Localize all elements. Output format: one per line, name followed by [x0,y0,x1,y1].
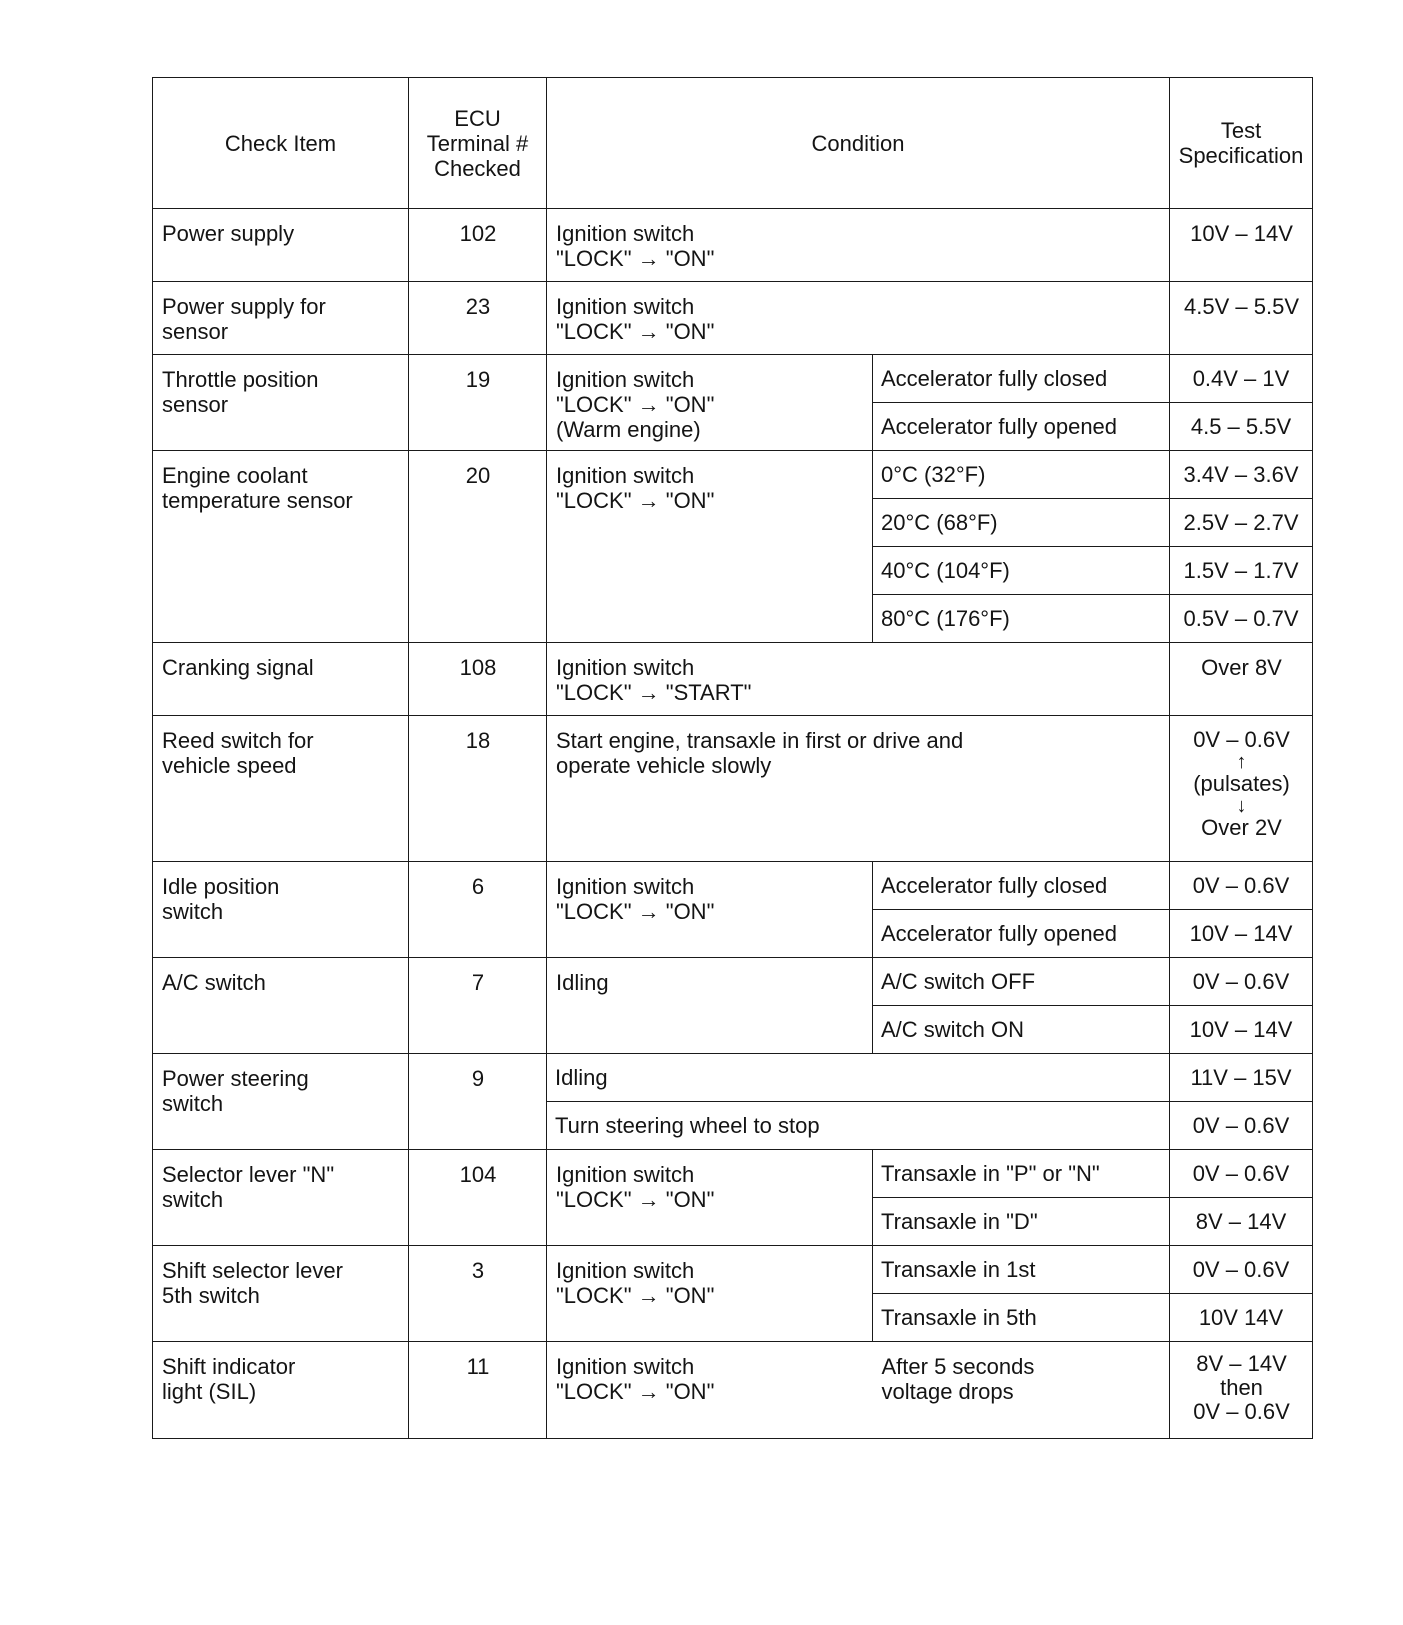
condition: Ignition switch "LOCK" → "ON" [547,1342,873,1439]
ecu-terminal: 6 [409,862,547,958]
check-item: Cranking signal [153,643,409,716]
sub-condition: Transaxle in "P" or "N" [873,1150,1170,1198]
check-item: Selector lever "N" switch [153,1150,409,1246]
sub-condition: 40°C (104°F) [873,547,1170,595]
ecu-check-table [152,77,1313,1439]
check-item: Engine coolant temperature sensor [153,451,409,643]
condition: Idling [547,958,873,1054]
table-row [153,1342,1313,1439]
check-item: Shift indicator light (SIL) [153,1342,409,1439]
test-spec: 1.5V – 1.7V [1170,547,1313,595]
ecu-terminal: 102 [409,209,547,282]
spec-pulse-label: (pulsates) [1193,771,1290,796]
condition: Ignition switch "LOCK" → "ON" [547,862,873,958]
test-spec: 10V 14V [1170,1294,1313,1342]
table-row [153,1150,1313,1198]
condition: Start engine, transaxle in first or drive and operate vehicle slowly [547,716,1170,862]
sub-condition: Accelerator fully closed [873,355,1170,403]
ecu-terminal: 23 [409,282,547,355]
test-spec: 10V – 14V [1170,910,1313,958]
table-row [153,209,1313,282]
condition: Ignition switch "LOCK" → "ON" [547,1150,873,1246]
ecu-terminal: 20 [409,451,547,643]
spec-pulse-top: 0V – 0.6V [1193,727,1290,752]
check-item: Reed switch for vehicle speed [153,716,409,862]
header-row [153,78,1313,209]
check-item: A/C switch [153,958,409,1054]
condition: Ignition switch "LOCK" → "START" [547,643,1170,716]
sub-condition: Accelerator fully closed [873,862,1170,910]
sub-condition: Transaxle in 1st [873,1246,1170,1294]
check-item: Power supply [153,209,409,282]
table-row [153,451,1313,499]
sub-condition: A/C switch ON [873,1006,1170,1054]
table-row [153,1246,1313,1294]
test-spec: 3.4V – 3.6V [1170,451,1313,499]
test-spec: 0.5V – 0.7V [1170,595,1313,643]
sub-condition: 20°C (68°F) [873,499,1170,547]
sub-condition: Accelerator fully opened [873,910,1170,958]
sub-condition: 80°C (176°F) [873,595,1170,643]
test-spec: 10V – 14V [1170,209,1313,282]
test-spec: 4.5 – 5.5V [1170,403,1313,451]
ecu-terminal: 104 [409,1150,547,1246]
table-row [153,862,1313,910]
spec-pulse-bottom: Over 2V [1201,815,1282,840]
table-row [153,958,1313,1006]
sub-condition: 0°C (32°F) [873,451,1170,499]
test-spec: 2.5V – 2.7V [1170,499,1313,547]
test-spec: 0.4V – 1V [1170,355,1313,403]
test-spec: 0V – 0.6V [1170,1102,1313,1150]
condition: Ignition switch "LOCK" → "ON" [547,282,1170,355]
header-condition: Condition [547,78,1170,209]
ecu-terminal: 108 [409,643,547,716]
check-item: Power steering switch [153,1054,409,1150]
test-spec: 0V – 0.6V [1170,1150,1313,1198]
sub-condition: After 5 seconds voltage drops [873,1342,1170,1439]
condition: Idling [547,1054,1170,1102]
table-row [153,1054,1313,1102]
test-spec: Over 8V [1170,643,1313,716]
ecu-terminal: 18 [409,716,547,862]
sub-condition: A/C switch OFF [873,958,1170,1006]
ecu-terminal: 19 [409,355,547,451]
test-spec: 8V – 14V [1170,1198,1313,1246]
header-test-spec: Test Specification [1170,78,1313,209]
test-spec: 0V – 0.6V [1170,958,1313,1006]
arrow-down-icon: ↓ [1236,795,1247,817]
sub-condition: Transaxle in 5th [873,1294,1170,1342]
table-row [153,716,1313,862]
table-row [153,643,1313,716]
sub-condition: Transaxle in "D" [873,1198,1170,1246]
test-spec: 0V – 0.6V [1170,862,1313,910]
check-item: Throttle position sensor [153,355,409,451]
test-spec: 0V – 0.6V [1170,1246,1313,1294]
sub-condition: Accelerator fully opened [873,403,1170,451]
condition: Ignition switch "LOCK" → "ON" [547,209,1170,282]
test-spec: 8V – 14V then 0V – 0.6V [1170,1342,1313,1439]
ecu-terminal: 11 [409,1342,547,1439]
condition: Turn steering wheel to stop [547,1102,1170,1150]
table-row [153,355,1313,403]
header-ecu-terminal: ECU Terminal # Checked [409,78,547,209]
condition: Ignition switch "LOCK" → "ON" [547,451,873,643]
check-item: Power supply for sensor [153,282,409,355]
test-spec: 4.5V – 5.5V [1170,282,1313,355]
header-check-item: Check Item [153,78,409,209]
arrow-up-icon: ↑ [1236,751,1247,773]
test-spec: 11V – 15V [1170,1054,1313,1102]
ecu-terminal: 3 [409,1246,547,1342]
condition: Ignition switch "LOCK" → "ON" [547,1246,873,1342]
test-spec: 10V – 14V [1170,1006,1313,1054]
condition: Ignition switch "LOCK" → "ON" (Warm engine) [547,355,873,451]
check-item: Shift selector lever 5th switch [153,1246,409,1342]
test-spec [1170,716,1313,862]
check-item: Idle position switch [153,862,409,958]
ecu-terminal: 9 [409,1054,547,1150]
table-row [153,282,1313,355]
ecu-terminal: 7 [409,958,547,1054]
